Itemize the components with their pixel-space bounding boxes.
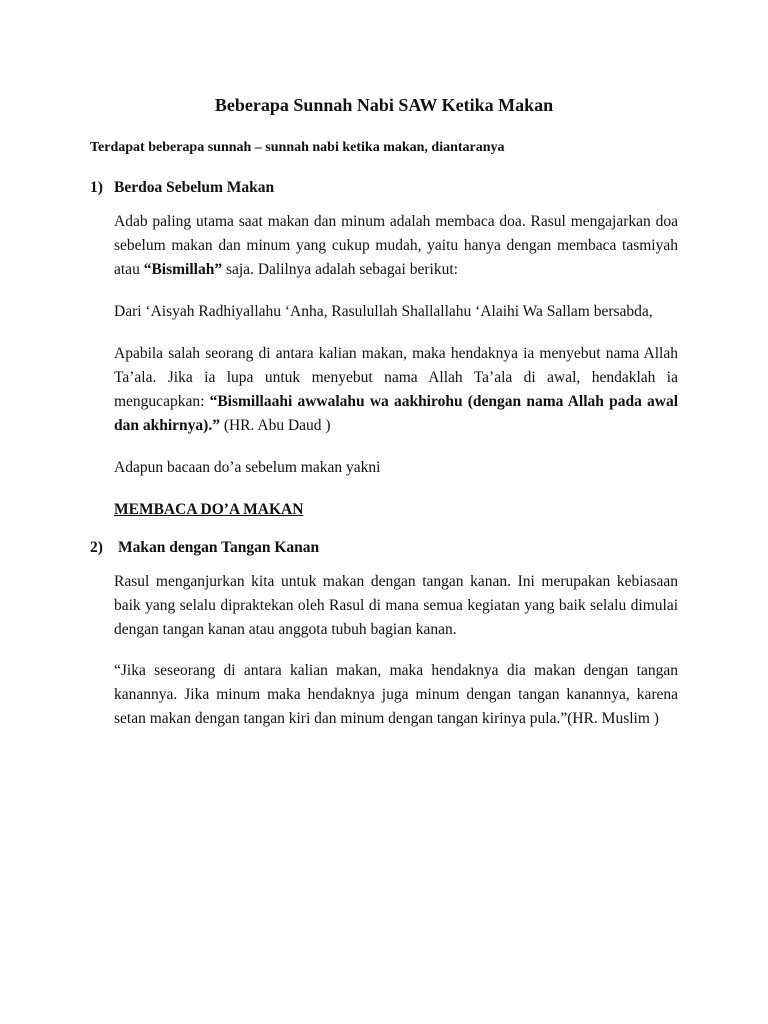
paragraph xyxy=(114,498,678,522)
section-title: Berdoa Sebelum Makan xyxy=(114,179,275,196)
paragraph-text: Adab paling utama saat makan dan minum adalah membaca doa. Rasul mengajarkan doa sebelum makan dan minum yang cukup mudah, yaitu hanya dengan membaca tasmiyah atau xyxy=(114,213,678,278)
section-heading xyxy=(90,536,678,560)
paragraph: Dari ‘Aisyah Radhiyallahu ‘Anha, Rasulullah Shallallahu ‘Alaihi Wa Sallam bersabda, xyxy=(114,303,653,320)
paragraph-text: Apabila salah seorang di antara kalian makan, maka hendaknya ia menyebut nama Allah Ta’ala. Jika ia lupa untuk menyebut nama Allah Ta’ala di awal, hendaklah ia mengucapkan: xyxy=(114,345,678,410)
section-number: 2) xyxy=(90,539,103,556)
paragraph: “Jika seseorang di antara kalian makan, maka hendaknya dia makan dengan tangan kanannya. Jika minum maka hendaknya juga minum dengan tangan kanannya, karena setan makan dengan tangan kiri dan minum dengan tangan kirinya pula.”(HR. Muslim ) xyxy=(114,662,678,727)
paragraph: Rasul menganjurkan kita untuk makan dengan tangan kanan. Ini merupakan kebiasaan baik yang selalu dipraktekan oleh Rasul di mana semua kegiatan yang baik selalu dimulai dengan tangan kanan atau anggota tubuh bagian kanan. xyxy=(114,573,678,638)
paragraph xyxy=(114,342,678,438)
section-number: 1) xyxy=(90,179,103,196)
document-title: Beberapa Sunnah Nabi SAW Ketika Makan xyxy=(214,95,554,115)
bold-text: “Bismillaahi awwalahu wa aakhirohu (dengan nama Allah pada awal dan akhirnya).” xyxy=(114,393,678,434)
paragraph xyxy=(114,210,678,282)
section-heading xyxy=(90,176,678,200)
intro-text: Terdapat beberapa sunnah – sunnah nabi ketika makan, diantaranya xyxy=(90,140,505,155)
section-body xyxy=(114,570,678,731)
bold-text: “Bismillah” xyxy=(143,261,223,278)
paragraph: Adapun bacaan do’a sebelum makan yakni xyxy=(114,459,381,476)
section-title: Makan dengan Tangan Kanan xyxy=(118,539,320,556)
paragraph-text: (HR. Abu Daud ) xyxy=(219,417,331,434)
section-body xyxy=(114,210,678,522)
paragraph-text: saja. Dalilnya adalah sebagai berikut: xyxy=(222,261,458,278)
underlined-heading: MEMBACA DO’A MAKAN xyxy=(114,501,304,518)
